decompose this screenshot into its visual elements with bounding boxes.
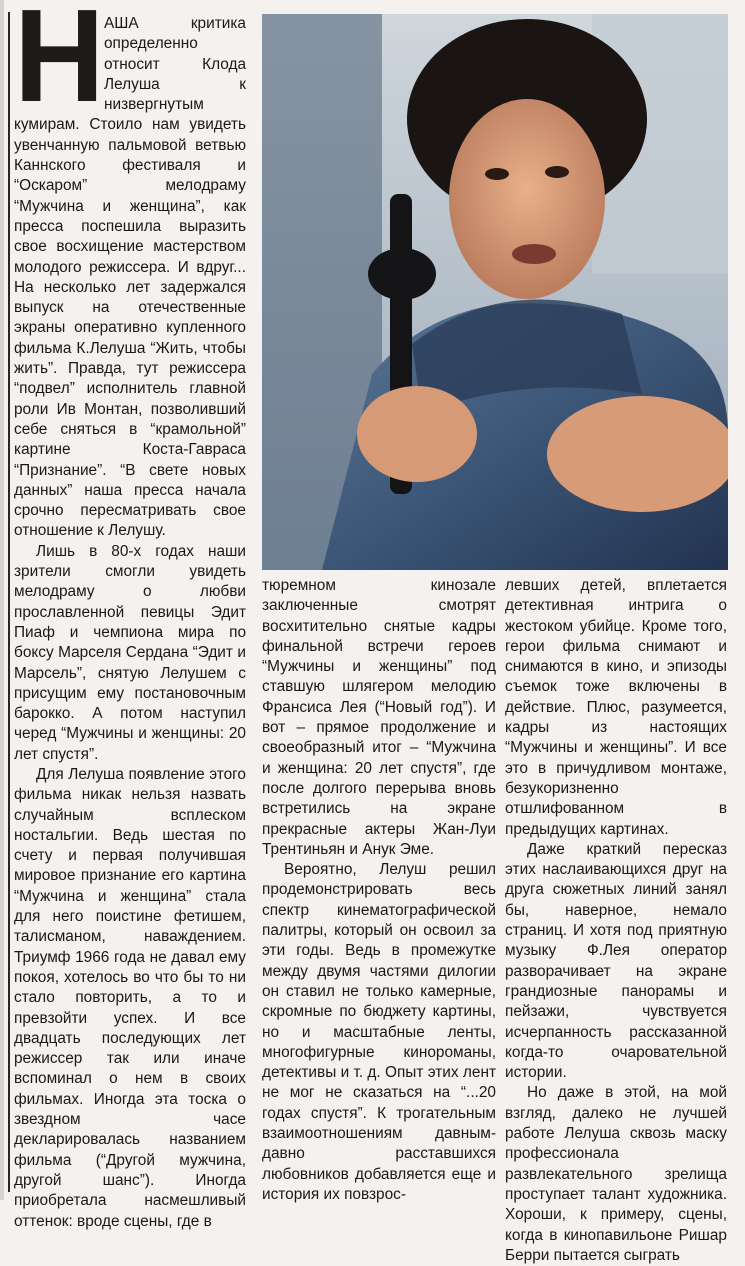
- column-rule: [8, 12, 10, 1192]
- paragraph-7: Даже краткий пересказ этих наслаивающихся друг на друга сюжетных линий занял бы, наверное, немало страниц. И хотя под приятную музыку Ф.Лея оператор разворачивает на экране грандиозные панорамы и пейзажи, чувствуется исчерпанность рассказанной когда-то очаровательной истории.: [505, 840, 727, 1082]
- portrait-photo-icon: [262, 14, 728, 570]
- paragraph-8: Но даже в этой, на мой взгляд, далеко не лучшей работе Лелуша сквозь маску профессионала развлекательного зрелища проступает талант художника. Хороши, к примеру, сцены, когда в кинопавильоне Ришар Берри пытается сыграть: [505, 1084, 727, 1264]
- paragraph-4: тюремном кинозале заключенные смотрят восхитительно снятые кадры финальной встречи героев “Мужчины и женщины” под ставшую шлягером мелодию Франсиса Лея (“Новый год”). И вот – прямое продолжение и своеобразный итог – “Мужчина и женщина: 20 лет спустя”, где после долгого перерыва вновь встретились на экране прекрасные актеры Жан-Луи Трентиньян и Анук Эме.: [262, 577, 496, 858]
- paragraph-6: левших детей, вплетается детективная интрига о жестоком убийце. Кроме того, герои фильма снимают и снимаются в кино, и эпизоды съемок тоже включены в действие. Плюс, разумеется, кадры из настоящих “Мужчины и женщины”. И все это в причудливом монтаже, безукоризненно отшлифованном в предыдущих картинах.: [505, 577, 727, 838]
- paragraph-5: Вероятно, Лелуш решил продемонстрировать весь спектр кинематографической палитры, который он освоил за эти годы. Ведь в промежутке между двумя частями дилогии он ставил не только камерные, скромные по бюджету картины, но и масштабные ленты, многофигурные кинороманы, детективы и т. д. Опыт этих лент не мог не сказаться на “...20 годах спустя”. К трогательным взаимоотношениям давным-давно расставшихся любовников добавляется еще и история их повзрос-: [262, 861, 496, 1203]
- portrait-photo: [262, 14, 728, 570]
- article-column-1: [14, 0, 246, 1232]
- paragraph-2: Лишь в 80-х годах наши зрители смогли увидеть мелодраму о любви прославленной певицы Эдит Пиаф и чемпиона мира по боксу Марселя Сердана “Эдит и Марсель”, снятую Лелушем с присущим ему постановочным барокко. А потом наступил черед “Мужчины и женщины: 20 лет спустя”.: [14, 542, 246, 763]
- article-column-3: [505, 576, 727, 1266]
- page-edge: [0, 0, 4, 1200]
- paragraph-1: [14, 0, 246, 542]
- paragraph-1-text: АША критика определенно относит Клода Лелуша к низвергнутым кумирам. Стоило нам увидеть увенчанную пальмовой ветвью Каннского фестиваля и “Оскаром” мелодраму “Мужчина и женщина”, как пресса поспешила выразить свое восхищение мастерством молодого режиссера. И вдруг... На несколько лет задержался выпуск на отечественные экраны оперативно купленного фильма К.Лелуша “Жить, чтобы жить”. Правда, тут режиссера “подвел” исполнитель главной роли Ив Монтан, позволивший себе сняться в “крамольной” картине Коста-Гавраса “Признание”. “В свете новых данных” наша пресса начала срочно пересматривать свое отношение к Лелушу.: [14, 15, 246, 540]
- drop-cap: Н: [14, 0, 105, 129]
- article-column-2: [262, 576, 496, 1205]
- paragraph-3: Для Лелуша появление этого фильма никак нельзя назвать случайным всплеском ностальгии. Ведь шестая по счету и первая получившая мировое признание его картина “Мужчина и женщина” стала для него поистине фетишем, талисманом, наваждением. Триумф 1966 года не давал ему покоя, хотелось во что бы то ни стало повторить, а то и превзойти успех. И все двадцать последующих лет режиссер так или иначе вспоминал о нем в своих фильмах. Иногда эта тоска о звездном часе декларировалась названием фильма (“Другой мужчина, другой шанс”). Иногда приобретала насмешливый оттенок: вроде сцены, где в: [14, 765, 246, 1230]
